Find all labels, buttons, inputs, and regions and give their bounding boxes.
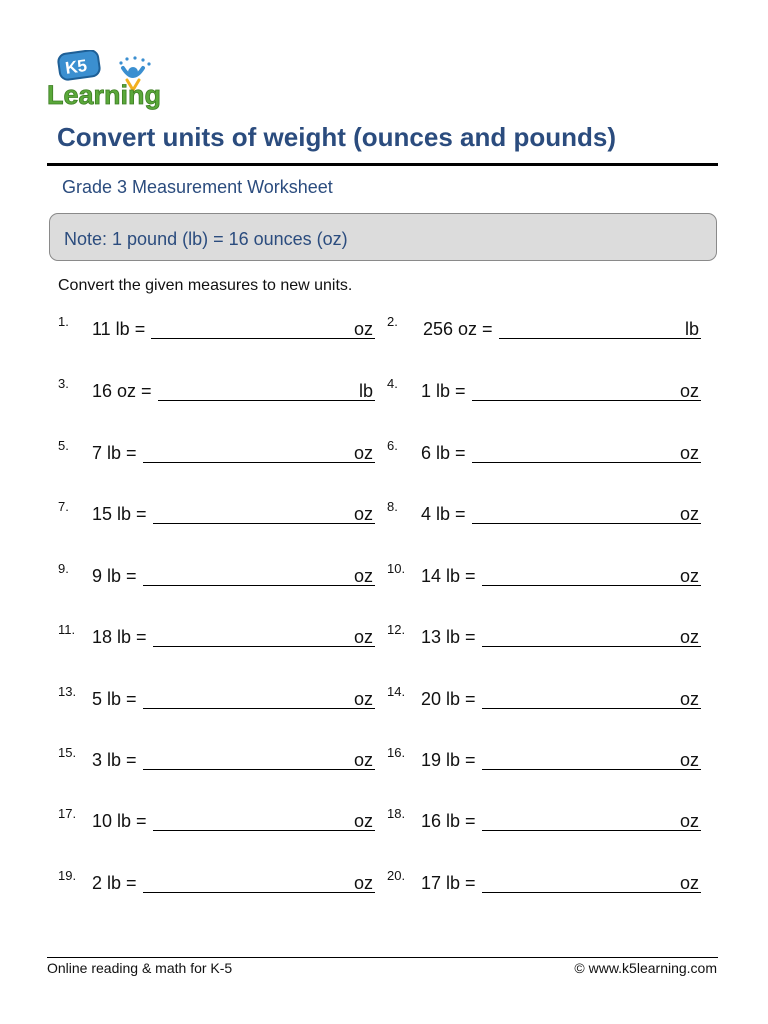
problem-item [58,808,375,836]
note-text: Note: 1 pound (lb) = 16 ounces (oz) [64,229,348,249]
problem-number: 6. [387,438,398,453]
answer-blank[interactable] [143,892,375,893]
logo-badge: K5 [64,56,89,78]
problem-unit: oz [353,566,373,586]
answer-blank[interactable] [151,338,375,339]
answer-blank[interactable] [482,892,701,893]
problem-expression: 1 lb = [421,381,466,401]
problem-item [387,316,701,344]
problem-number: 15. [58,745,77,760]
problem-number: 14. [387,684,406,699]
problem-number: 16. [387,745,406,760]
problem-number: 19. [58,868,77,883]
problem-expression: 17 lb = [421,873,476,893]
problem-number: 2. [387,314,398,329]
problem-number: 5. [58,438,69,453]
problem-item [58,747,375,775]
problem-item [58,440,375,468]
problem-unit: oz [679,750,699,770]
k5-learning-logo [47,50,187,114]
problem-item [387,378,701,406]
answer-blank[interactable] [472,400,701,401]
answer-blank[interactable] [482,585,701,586]
answer-blank[interactable] [472,523,701,524]
problem-number: 3. [58,376,69,391]
problem-unit: oz [353,627,373,647]
problem-item [387,808,701,836]
problem-unit: lb [358,381,373,401]
answer-blank[interactable] [482,646,701,647]
answer-blank[interactable] [153,523,375,524]
problem-item [387,624,701,652]
problem-unit: oz [679,873,699,893]
problem-expression: 11 lb = [92,319,146,339]
problem-item [58,686,375,714]
problem-number: 7. [58,499,69,514]
footer-copyright: © www.k5learning.com [574,960,717,976]
problem-item [387,501,701,529]
problem-expression: 16 lb = [421,811,476,831]
problem-expression: 3 lb = [92,750,137,770]
logo-wordmark: Learning [47,80,162,110]
problem-unit: lb [684,319,699,339]
problem-expression: 14 lb = [421,566,476,586]
problem-expression: 4 lb = [421,504,466,524]
problem-item [58,378,375,406]
answer-blank[interactable] [143,585,375,586]
problem-number: 1. [58,314,69,329]
problem-unit: oz [353,443,373,463]
problem-item [387,686,701,714]
problem-expression: 20 lb = [421,689,476,709]
note-box [49,213,717,261]
answer-blank[interactable] [153,646,375,647]
problem-number: 11. [58,622,76,637]
problem-expression: 15 lb = [92,504,147,524]
problem-number: 20. [387,868,406,883]
answer-blank[interactable] [499,338,701,339]
page-title: Convert units of weight (ounces and pounds) [57,122,616,152]
problem-unit: oz [679,443,699,463]
problem-item [387,747,701,775]
footer-divider [47,957,718,958]
problem-expression: 7 lb = [92,443,137,463]
problem-item [58,624,375,652]
answer-blank[interactable] [143,462,375,463]
problem-expression: 10 lb = [92,811,147,831]
page-subtitle: Grade 3 Measurement Worksheet [62,177,333,197]
answer-blank[interactable] [153,830,375,831]
instructions: Convert the given measures to new units. [58,277,353,294]
problem-number: 10. [387,561,406,576]
problem-expression: 13 lb = [421,627,476,647]
problem-item [58,870,375,898]
problem-expression: 6 lb = [421,443,466,463]
problem-expression: 16 oz = [92,381,152,401]
answer-blank[interactable] [143,769,375,770]
problem-number: 8. [387,499,398,514]
problem-expression: 2 lb = [92,873,137,893]
problem-unit: oz [353,319,373,339]
problem-number: 9. [58,561,69,576]
answer-blank[interactable] [482,769,701,770]
problem-number: 18. [387,806,406,821]
problem-item [58,563,375,591]
answer-blank[interactable] [143,708,375,709]
problem-unit: oz [679,504,699,524]
problem-unit: oz [679,381,699,401]
problem-number: 17. [58,806,77,821]
problem-unit: oz [679,689,699,709]
problem-unit: oz [353,811,373,831]
problem-unit: oz [353,504,373,524]
problem-expression: 9 lb = [92,566,137,586]
problem-unit: oz [353,689,373,709]
problem-item [58,316,375,344]
problem-unit: oz [679,566,699,586]
problem-unit: oz [679,811,699,831]
title-divider [47,163,718,166]
problem-item [58,501,375,529]
logo-graphic [47,50,187,114]
problem-expression: 19 lb = [421,750,476,770]
problem-item [387,440,701,468]
answer-blank[interactable] [158,400,375,401]
problem-unit: oz [353,750,373,770]
answer-blank[interactable] [482,708,701,709]
problem-number: 12. [387,622,406,637]
problem-expression: 5 lb = [92,689,137,709]
problem-unit: oz [679,627,699,647]
answer-blank[interactable] [472,462,701,463]
problem-unit: oz [353,873,373,893]
footer-tagline: Online reading & math for K-5 [47,960,233,976]
problem-expression: 18 lb = [92,627,147,647]
problem-number: 13. [58,684,77,699]
problem-item [387,563,701,591]
problem-item [387,870,701,898]
answer-blank[interactable] [482,830,701,831]
problem-number: 4. [387,376,398,391]
problem-expression: 256 oz = [423,319,493,339]
